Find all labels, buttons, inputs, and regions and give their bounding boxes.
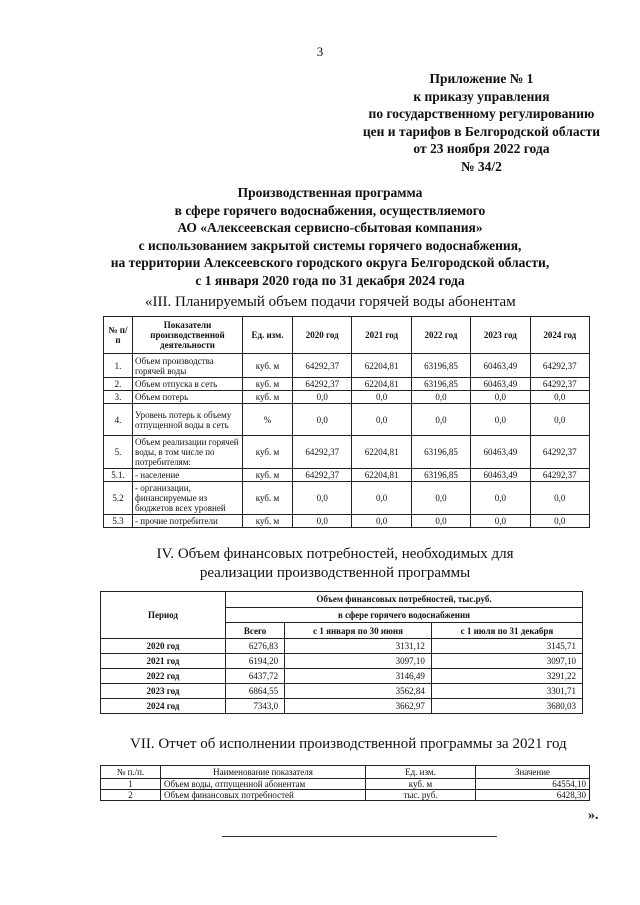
period-header: Период — [101, 592, 226, 639]
appendix-line: № 34/2 — [460, 158, 502, 174]
table-cell: 3097,10 — [285, 654, 432, 669]
table-cell: 0,0 — [411, 482, 470, 515]
report-table — [100, 765, 590, 801]
table-cell: 2024 год — [101, 699, 226, 714]
table-cell: 62204,81 — [352, 378, 411, 391]
appendix-block — [363, 70, 600, 175]
table-cell: 2. — [104, 378, 133, 391]
table-cell: 3. — [104, 391, 133, 404]
table-cell: 64292,37 — [530, 378, 589, 391]
footer-divider — [222, 836, 497, 837]
table-cell: 6864,55 — [226, 684, 285, 699]
table-cell: 1. — [104, 354, 133, 378]
table-cell: куб. м — [243, 378, 293, 391]
table-cell: 1 — [101, 779, 161, 790]
table-cell: Объем отпуска в сеть — [133, 378, 243, 391]
col-header: 2020 год — [293, 317, 352, 354]
table-cell: 0,0 — [530, 482, 589, 515]
table-cell: 63196,85 — [411, 469, 470, 482]
table-cell: 3146,49 — [285, 669, 432, 684]
table-cell: 64292,37 — [293, 436, 352, 469]
table-cell: 3291,22 — [431, 669, 582, 684]
document-title — [100, 184, 560, 289]
table-cell: куб. м — [243, 354, 293, 378]
title-line: Производственная программа — [237, 185, 423, 200]
table-cell: 3680,03 — [431, 699, 582, 714]
table-row — [101, 684, 583, 699]
col-header: 2023 год — [471, 317, 530, 354]
table-cell: 5.1. — [104, 469, 133, 482]
table-cell: 64292,37 — [530, 354, 589, 378]
table-row — [101, 669, 583, 684]
table-cell: 0,0 — [352, 515, 411, 528]
table-cell: куб. м — [243, 391, 293, 404]
table-cell: 2020 год — [101, 639, 226, 654]
table-cell: 64292,37 — [293, 469, 352, 482]
table-cell: 0,0 — [293, 482, 352, 515]
table-row — [104, 515, 590, 528]
table-cell: - организации, финансируемые из бюджетов всех уровней — [133, 482, 243, 515]
table-cell: 0,0 — [471, 515, 530, 528]
table-cell: 64292,37 — [530, 469, 589, 482]
table-row — [104, 404, 590, 436]
appendix-line: к приказу управления — [413, 88, 550, 104]
table-cell: 63196,85 — [411, 378, 470, 391]
page-number: 3 — [316, 44, 324, 59]
table-cell: 62204,81 — [352, 469, 411, 482]
table-cell: 0,0 — [411, 515, 470, 528]
table-cell: тыс. руб. — [366, 790, 476, 801]
table-cell: 5. — [104, 436, 133, 469]
table-cell: 0,0 — [471, 482, 530, 515]
table-cell: 64292,37 — [293, 354, 352, 378]
table-cell: 0,0 — [530, 404, 589, 436]
appendix-line: от 23 ноября 2022 года — [413, 141, 550, 156]
title-line: на территории Алексеевского городского округа Белгородской области, — [110, 255, 550, 270]
table-cell: 5.2 — [104, 482, 133, 515]
table-cell: Объем финансовых потребностей — [161, 790, 366, 801]
table-cell: 63196,85 — [411, 354, 470, 378]
section7-heading: VII. Отчет об исполнении производственной программы за 2021 год — [130, 736, 567, 752]
appendix-line: Приложение № 1 — [429, 71, 534, 86]
table-cell: 64292,37 — [293, 378, 352, 391]
col-header: Ед. изм. — [243, 317, 293, 354]
table-cell: 3662,97 — [285, 699, 432, 714]
table-cell: 0,0 — [530, 391, 589, 404]
table-cell: - прочие потребители — [133, 515, 243, 528]
table-cell: 0,0 — [471, 404, 530, 436]
table-cell: 3131,12 — [285, 639, 432, 654]
title-line: с 1 января 2020 года по 31 декабря 2024 года — [195, 272, 465, 288]
table-row — [104, 354, 590, 378]
col-header: с 1 января по 30 июня — [285, 623, 432, 639]
table-cell: Объем производства горячей воды — [133, 354, 243, 378]
table-row — [104, 378, 590, 391]
table-cell: 0,0 — [411, 391, 470, 404]
table-cell: 63196,85 — [411, 436, 470, 469]
table-cell: 0,0 — [352, 404, 411, 436]
table-cell: куб. м — [243, 436, 293, 469]
appendix-line: цен и тарифов в Белгородской области — [362, 123, 600, 139]
table-row — [101, 699, 583, 714]
col-header: 2022 год — [411, 317, 470, 354]
subgroup-header: в сфере горячего водоснабжения — [226, 607, 583, 623]
table-cell: 3562,84 — [285, 684, 432, 699]
table-cell: 4. — [104, 404, 133, 436]
table-cell: 0,0 — [352, 482, 411, 515]
table-cell: 0,0 — [471, 391, 530, 404]
table-cell: куб. м — [243, 515, 293, 528]
table-cell: 0,0 — [411, 404, 470, 436]
table-cell: 3145,71 — [431, 639, 582, 654]
col-header: № п./п. — [101, 766, 161, 779]
table-row — [104, 436, 590, 469]
table-cell: 0,0 — [293, 391, 352, 404]
planned-volume-table — [103, 316, 590, 528]
table-row — [104, 469, 590, 482]
table-cell: 60463,49 — [471, 469, 530, 482]
col-header: 2024 год — [530, 317, 589, 354]
col-header: Ед. изм. — [366, 766, 476, 779]
table-cell: % — [243, 404, 293, 436]
col-header: с 1 июля по 31 декабря — [431, 623, 582, 639]
title-line: с использованием закрытой системы горячего водоснабжения, — [138, 237, 522, 253]
table-cell: 6276,83 — [226, 639, 285, 654]
col-header: Наименование показателя — [161, 766, 366, 779]
table-cell: 3301,71 — [431, 684, 582, 699]
table-cell: 62204,81 — [352, 354, 411, 378]
table-cell: 6428,30 — [476, 790, 590, 801]
table-cell: куб. м — [243, 482, 293, 515]
table-cell: 0,0 — [293, 404, 352, 436]
table-cell: Объем потерь — [133, 391, 243, 404]
table-cell: Объем воды, отпущенной абонентам — [161, 779, 366, 790]
financial-needs-table — [100, 591, 583, 714]
appendix-line: по государственному регулированию — [368, 106, 595, 121]
table-row — [101, 654, 583, 669]
table-cell: 62204,81 — [352, 436, 411, 469]
table-cell: 60463,49 — [471, 436, 530, 469]
table-cell: 2023 год — [101, 684, 226, 699]
table-cell: куб. м — [243, 469, 293, 482]
table-cell: 5.3 — [104, 515, 133, 528]
table-cell: 2022 год — [101, 669, 226, 684]
title-line: АО «Алексеевская сервисно-сбытовая компания» — [177, 220, 483, 235]
section4-heading: IV. Объем финансовых потребностей, необходимых для реализации производственной программы — [156, 546, 514, 581]
table-row — [104, 391, 590, 404]
col-header: Всего — [226, 623, 285, 639]
table-row — [101, 790, 590, 801]
table-cell: 6194,20 — [226, 654, 285, 669]
table-cell: Объем реализации горячей воды, в том числе по потребителям: — [133, 436, 243, 469]
table-cell: Уровень потерь к объему отпущенной воды в сеть — [133, 404, 243, 436]
table-cell: 0,0 — [352, 391, 411, 404]
section3-heading: «III. Планируемый объем подачи горячей воды абонентам — [145, 294, 516, 310]
col-header: 2021 год — [352, 317, 411, 354]
table-cell: 0,0 — [530, 515, 589, 528]
table-cell: 2021 год — [101, 654, 226, 669]
col-header: Значение — [476, 766, 590, 779]
table-cell: 3097,10 — [431, 654, 582, 669]
table-row — [104, 482, 590, 515]
table-row — [101, 639, 583, 654]
table-cell: 64554,10 — [476, 779, 590, 790]
group-header: Объем финансовых потребностей, тыс.руб. — [226, 592, 583, 608]
table-cell: 60463,49 — [471, 354, 530, 378]
col-header: № п/п — [104, 317, 133, 354]
table-row — [101, 779, 590, 790]
table-cell: - население — [133, 469, 243, 482]
table-cell: куб. м — [366, 779, 476, 790]
table-cell: 6437,72 — [226, 669, 285, 684]
table-cell: 2 — [101, 790, 161, 801]
title-line: в сфере горячего водоснабжения, осуществляемого — [174, 202, 486, 218]
table-cell: 60463,49 — [471, 378, 530, 391]
table-cell: 7343,0 — [226, 699, 285, 714]
col-header: Показатели производственной деятельности — [133, 317, 243, 354]
table-cell: 0,0 — [293, 515, 352, 528]
closing-mark: ». — [588, 808, 599, 823]
table-cell: 64292,37 — [530, 436, 589, 469]
